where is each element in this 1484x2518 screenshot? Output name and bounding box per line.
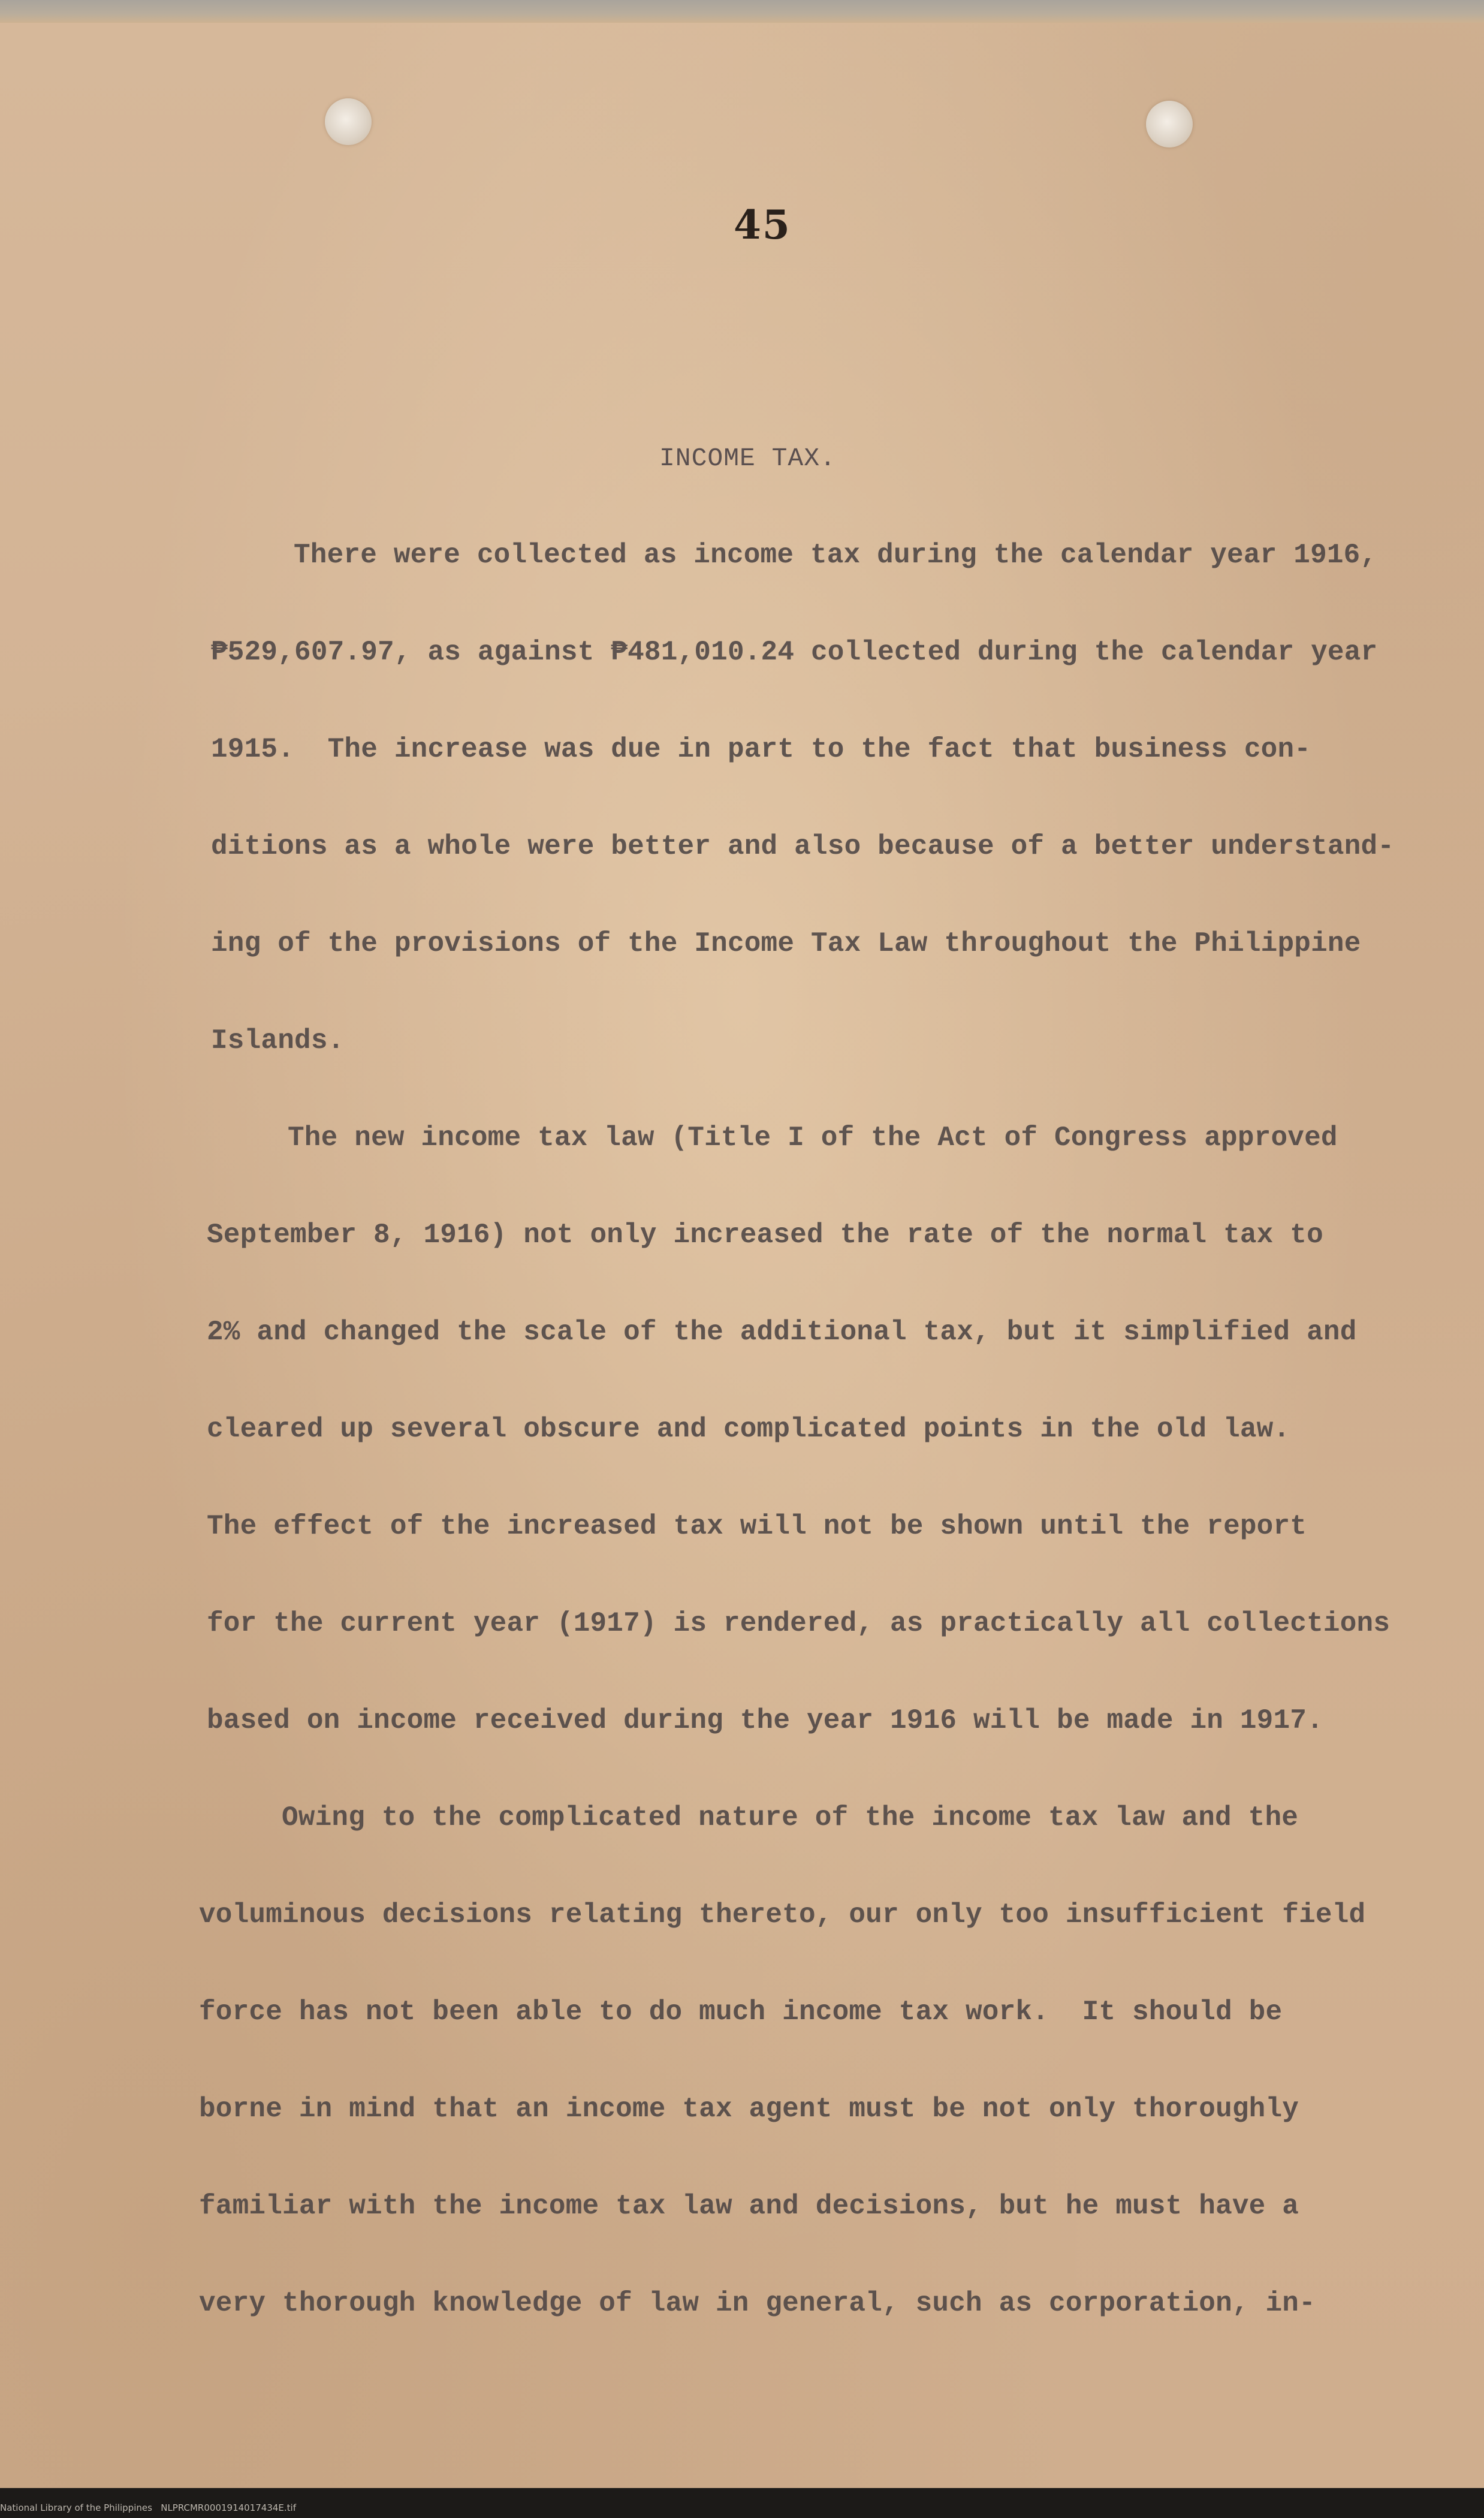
text-line: 1915. The increase was due in part to the fact that business con-	[211, 734, 1311, 765]
text-line: cleared up several obscure and complicated points in the old law.	[207, 1414, 1290, 1445]
text-line: ing of the provisions of the Income Tax Law throughout the Philippine	[211, 928, 1361, 959]
text-line: September 8, 1916) not only increased the rate of the normal tax to	[207, 1219, 1323, 1251]
section-heading: INCOME TAX.	[659, 444, 836, 473]
text-line: There were collected as income tax during the calendar year 1916,	[294, 540, 1377, 571]
text-line: ditions as a whole were better and also because of a better understand-	[211, 831, 1395, 862]
scan-top-edge	[0, 0, 1484, 23]
text-line: force has not been able to do much income tax work. It should be	[199, 1996, 1283, 2028]
text-line: The effect of the increased tax will not be shown until the report	[207, 1511, 1307, 1542]
text-line: ₱529,607.97, as against ₱481,010.24 collected during the calendar year	[211, 637, 1378, 668]
text-line: very thorough knowledge of law in general, such as corporation, in-	[199, 2288, 1316, 2319]
text-line: Islands.	[211, 1025, 345, 1056]
text-line: based on income received during the year 1916 will be made in 1917.	[207, 1705, 1323, 1736]
text-line: The new income tax law (Title I of the Act of Congress approved	[288, 1122, 1338, 1153]
text-line: familiar with the income tax law and decisions, but he must have a	[199, 2191, 1299, 2222]
page-number: 45	[734, 201, 791, 248]
text-line: voluminous decisions relating thereto, our only too insufficient field	[199, 1899, 1366, 1930]
archive-footer-caption: National Library of the Philippines NLPRCMR0001914017434E.tif	[0, 2502, 296, 2513]
punch-hole-right	[1146, 101, 1193, 147]
punch-hole-left	[325, 98, 372, 145]
text-line: borne in mind that an income tax agent must be not only thoroughly	[199, 2094, 1299, 2125]
text-line: 2% and changed the scale of the additional tax, but it simplified and	[207, 1317, 1357, 1348]
text-line: Owing to the complicated nature of the income tax law and the	[282, 1802, 1299, 1833]
text-line: for the current year (1917) is rendered, as practically all collections	[207, 1608, 1391, 1639]
